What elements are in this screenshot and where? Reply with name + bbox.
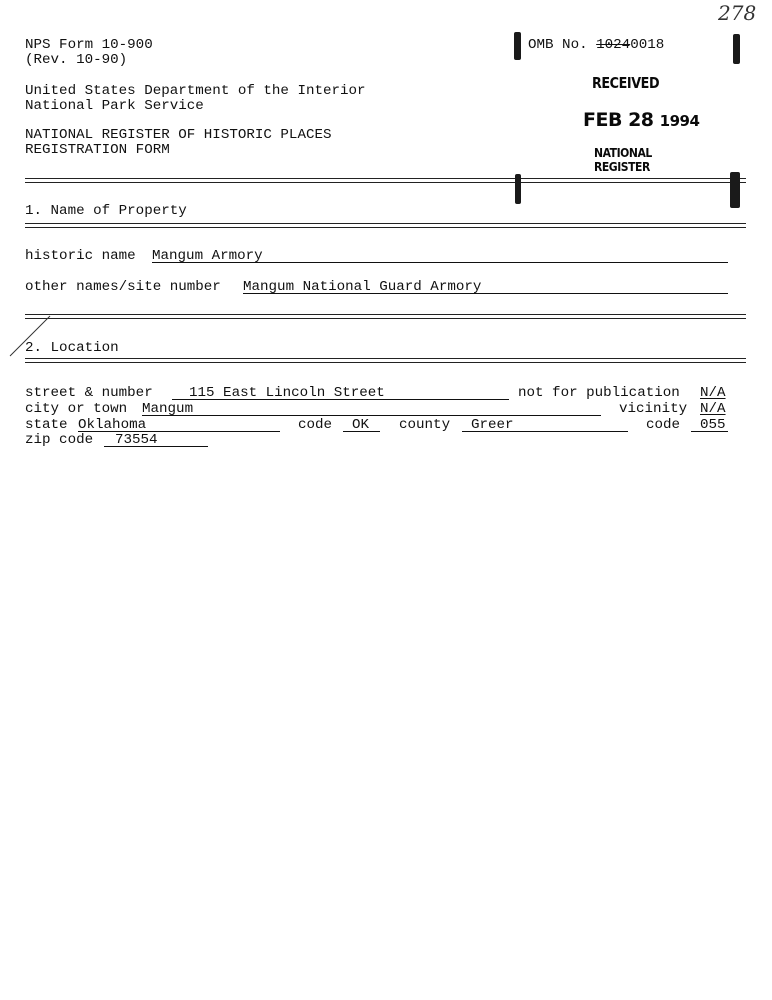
county-code-label: code xyxy=(646,417,681,433)
vicinity-value: N/A xyxy=(700,401,726,417)
vicinity-label: vicinity xyxy=(619,401,688,417)
stamp-date xyxy=(583,109,700,131)
stamp-received-text: RECEIVED xyxy=(592,74,660,92)
section-2-heading: 2. Location xyxy=(25,340,119,356)
staple-mark-lower-right xyxy=(730,172,740,208)
stamp-year: 1994 xyxy=(659,112,700,130)
form-revision: (Rev. 10-90) xyxy=(25,52,128,68)
omb-suffix: 0018 xyxy=(630,37,665,53)
historic-name-value: Mangum Armory xyxy=(152,248,263,264)
omb-prefix: 1024 xyxy=(596,37,631,53)
state-code-value: OK xyxy=(352,417,370,433)
zip-label: zip code xyxy=(25,432,94,448)
omb-number xyxy=(528,38,664,53)
stamp-month: FEB xyxy=(583,109,622,131)
form-number: NPS Form 10-900 xyxy=(25,37,153,53)
city-label: city or town xyxy=(25,401,128,417)
street-value: 115 East Lincoln Street xyxy=(189,385,385,401)
county-label: county xyxy=(399,417,451,433)
handwritten-number: 278 xyxy=(718,1,757,25)
county-code-value: 055 xyxy=(700,417,726,433)
state-code-label: code xyxy=(298,417,333,433)
state-label: state xyxy=(25,417,68,433)
zip-value: 73554 xyxy=(115,432,158,448)
other-names-label: other names/site number xyxy=(25,279,221,295)
register-title: NATIONAL REGISTER OF HISTORIC PLACES xyxy=(25,127,332,143)
county-value: Greer xyxy=(471,417,514,433)
city-value: Mangum xyxy=(142,401,194,417)
section-divider-top xyxy=(25,178,746,183)
department-name: United States Department of the Interior xyxy=(25,83,366,99)
not-for-publication-label: not for publication xyxy=(518,385,680,401)
staple-mark-right xyxy=(733,34,740,64)
staple-mark-lower-left xyxy=(515,174,521,204)
not-for-publication-value: N/A xyxy=(700,385,726,401)
service-name: National Park Service xyxy=(25,98,204,114)
section-1-heading: 1. Name of Property xyxy=(25,203,187,219)
city-underline xyxy=(142,415,601,416)
stamp-register-text: REGISTER xyxy=(594,160,650,174)
street-label: street & number xyxy=(25,385,153,401)
omb-label: OMB No. xyxy=(528,37,588,53)
state-value: Oklahoma xyxy=(78,417,147,433)
section-2-divider xyxy=(25,358,746,363)
section-1-divider xyxy=(25,223,746,228)
form-title: REGISTRATION FORM xyxy=(25,142,170,158)
section-2-divider-top xyxy=(25,314,746,319)
other-names-value: Mangum National Guard Armory xyxy=(243,279,482,295)
historic-name-label: historic name xyxy=(25,248,136,264)
stamp-day: 28 xyxy=(628,109,654,131)
staple-mark-left xyxy=(514,32,521,60)
stamp-national-text: NATIONAL xyxy=(594,146,652,160)
